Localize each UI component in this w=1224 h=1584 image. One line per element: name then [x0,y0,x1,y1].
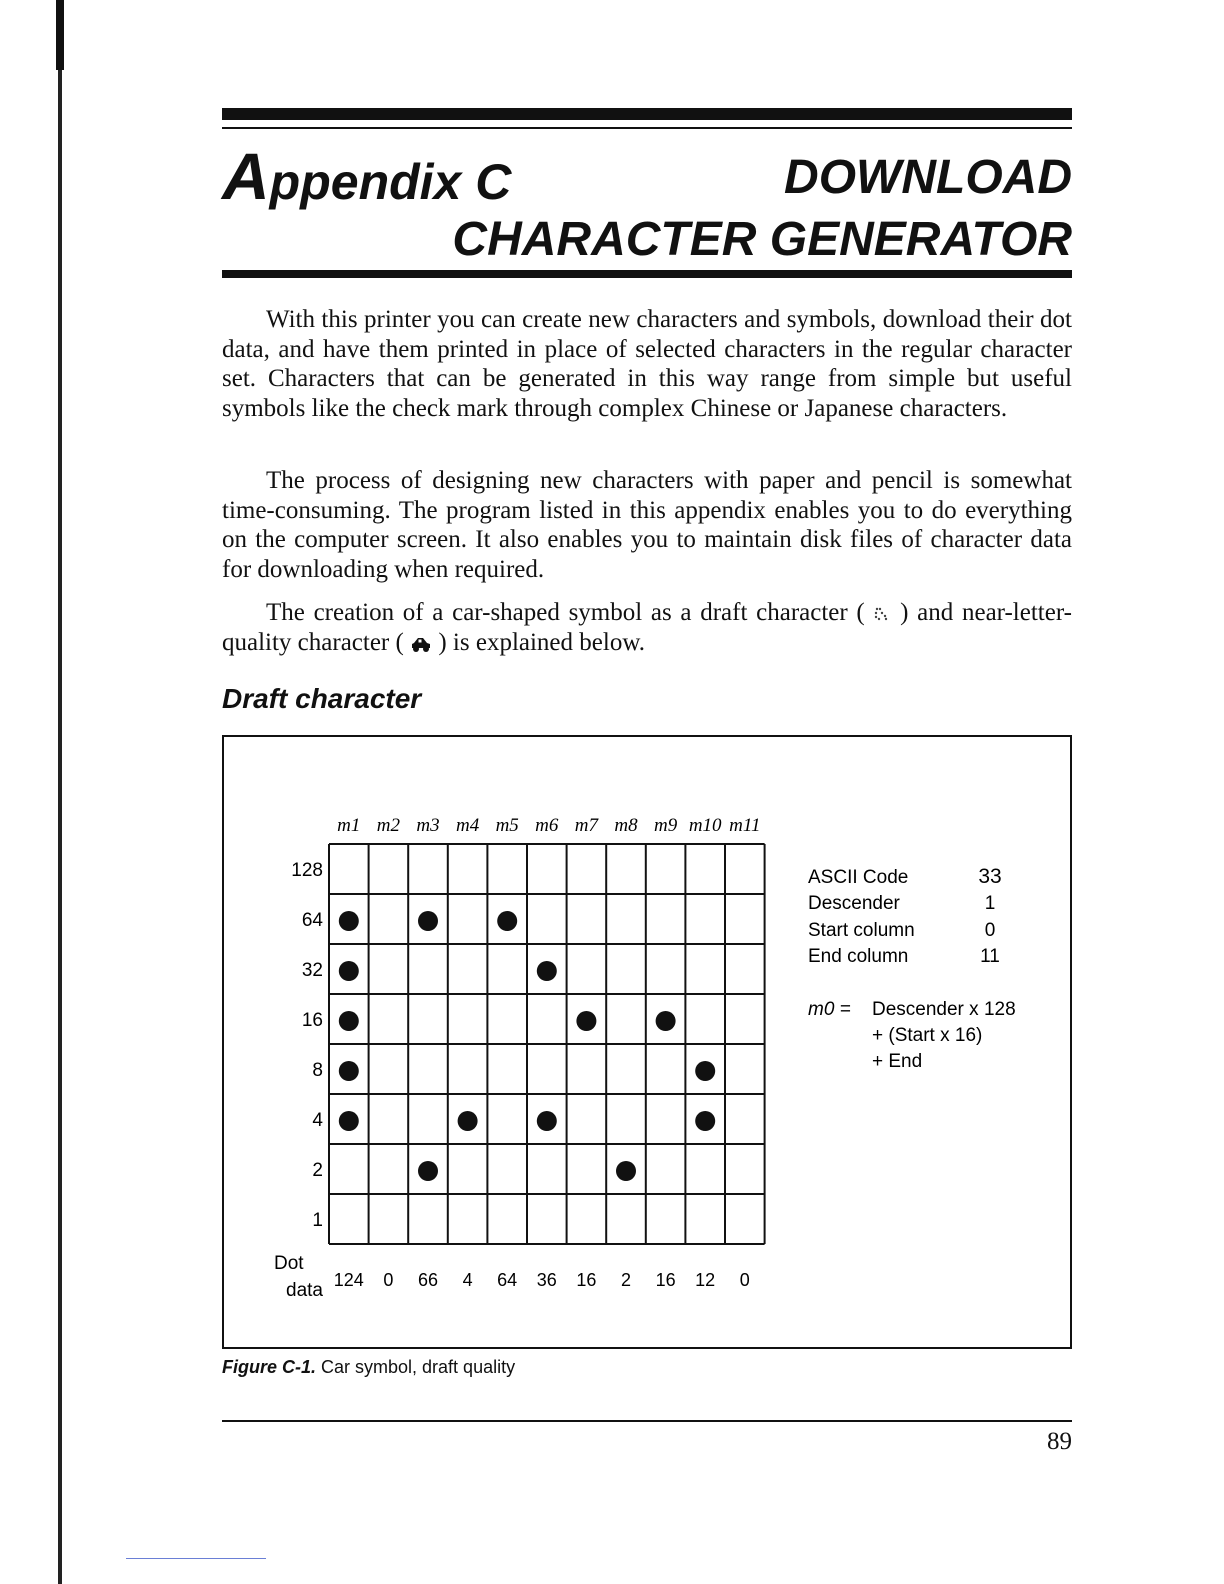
draft-car-symbol-icon [873,605,891,623]
row-label-128: 128 [291,860,323,881]
row-label-64: 64 [301,910,323,931]
column-label-m11: m11 [729,815,761,836]
dot-data-value: 0 [383,1270,394,1290]
dot-marker [339,1011,359,1031]
page-binding-edge [58,0,62,1584]
column-label-m1: m1 [337,815,361,836]
dot-marker [339,1061,359,1081]
chapter-title-line1: DOWNLOAD [784,151,1072,204]
header-top-rule [222,108,1072,120]
bottom-edge-line [126,1558,266,1559]
figure-c1 [222,735,1072,1349]
dot-marker [458,1111,478,1131]
dot-marker [656,1011,676,1031]
ascii-code-label: ASCII Code [808,867,909,888]
dot-marker [497,911,517,931]
header-top-thin-rule [222,127,1072,129]
end-column-label: End column [808,946,909,967]
row-label-4: 4 [312,1110,323,1131]
column-label-m4: m4 [455,815,480,836]
end-column-value: 11 [980,946,1000,967]
start-column-label: Start column [808,920,915,941]
formula-line3: + End [872,1051,923,1072]
dot-data-value: 4 [462,1270,473,1290]
formula-line1: Descender x 128 [872,999,1016,1020]
row-label-8: 8 [312,1060,323,1081]
column-label-m9: m9 [653,815,678,836]
column-label-m8: m8 [614,815,638,836]
section-heading: Draft character [222,683,422,714]
dot-marker [339,961,359,981]
dot-data-value: 12 [695,1270,716,1290]
figure-caption: Figure C-1. Car symbol, draft quality [222,1357,516,1377]
column-label-m5: m5 [495,815,519,836]
column-label-m6: m6 [535,815,559,836]
dot-data-value: 0 [739,1270,750,1290]
dot-marker [339,1111,359,1131]
row-label-2: 2 [312,1160,323,1181]
column-label-m7: m7 [574,815,599,836]
column-label-m2: m2 [376,815,401,836]
header-bottom-rule [222,270,1072,278]
column-label-m10: m10 [688,815,722,836]
dot-data-value: 124 [333,1270,364,1290]
footer-rule [222,1420,1072,1422]
dot-data-value: 64 [497,1270,518,1290]
dot-marker [576,1011,596,1031]
page-binding-mark [56,0,64,70]
paragraph-intro: With this printer you can create new characters and symbols, download their dot data, and have them printed in place of selected characters in the regular character set. Characters that can be generated in this way range from simple but useful symbols like the check mark through complex Chinese or Japanese characters. [222,306,1072,422]
ascii-code-value: 33 [978,865,1002,888]
dot-data-value: 16 [576,1270,597,1290]
dot-data-value: 16 [655,1270,676,1290]
paragraph-car-symbol: The creation of a car-shaped symbol as a draft character ( ) and near-letter-quality character ( ) is explained below. [222,599,1072,656]
dot-marker [418,911,438,931]
appendix-title: Appendix C [222,139,512,213]
dot-data-label-line1: Dot [274,1253,304,1274]
dot-data-value: 66 [417,1270,439,1290]
paragraph-process: The process of designing new characters with paper and pencil is somewhat time-consuming. The program listed in this appendix enables you to do everything on the computer screen. It also enables you to maintain disk files of character data for downloading when required. [222,467,1072,583]
dot-marker [418,1161,438,1181]
dot-data-label-line2: data [286,1280,323,1301]
row-label-32: 32 [301,960,323,981]
nlq-car-symbol-icon [410,635,432,653]
formula-line2: + (Start x 16) [872,1025,983,1046]
dot-marker [339,911,359,931]
dot-marker [616,1161,636,1181]
dot-data-value: 2 [620,1270,632,1290]
column-label-m3: m3 [416,815,440,836]
dot-matrix-diagram [224,737,1070,1347]
chapter-title-line2: CHARACTER GENERATOR [452,213,1072,266]
dot-marker [537,961,557,981]
descender-label: Descender [808,893,900,914]
dot-data-value: 36 [536,1270,557,1290]
dot-marker [695,1111,715,1131]
start-column-value: 0 [984,920,996,941]
page-number: 89 [1047,1428,1072,1455]
descender-value: 1 [984,893,996,914]
dot-marker [537,1111,557,1131]
dot-marker [695,1061,715,1081]
row-label-16: 16 [301,1010,323,1031]
row-label-1: 1 [312,1210,323,1231]
formula-lhs: m0 = [808,999,851,1020]
